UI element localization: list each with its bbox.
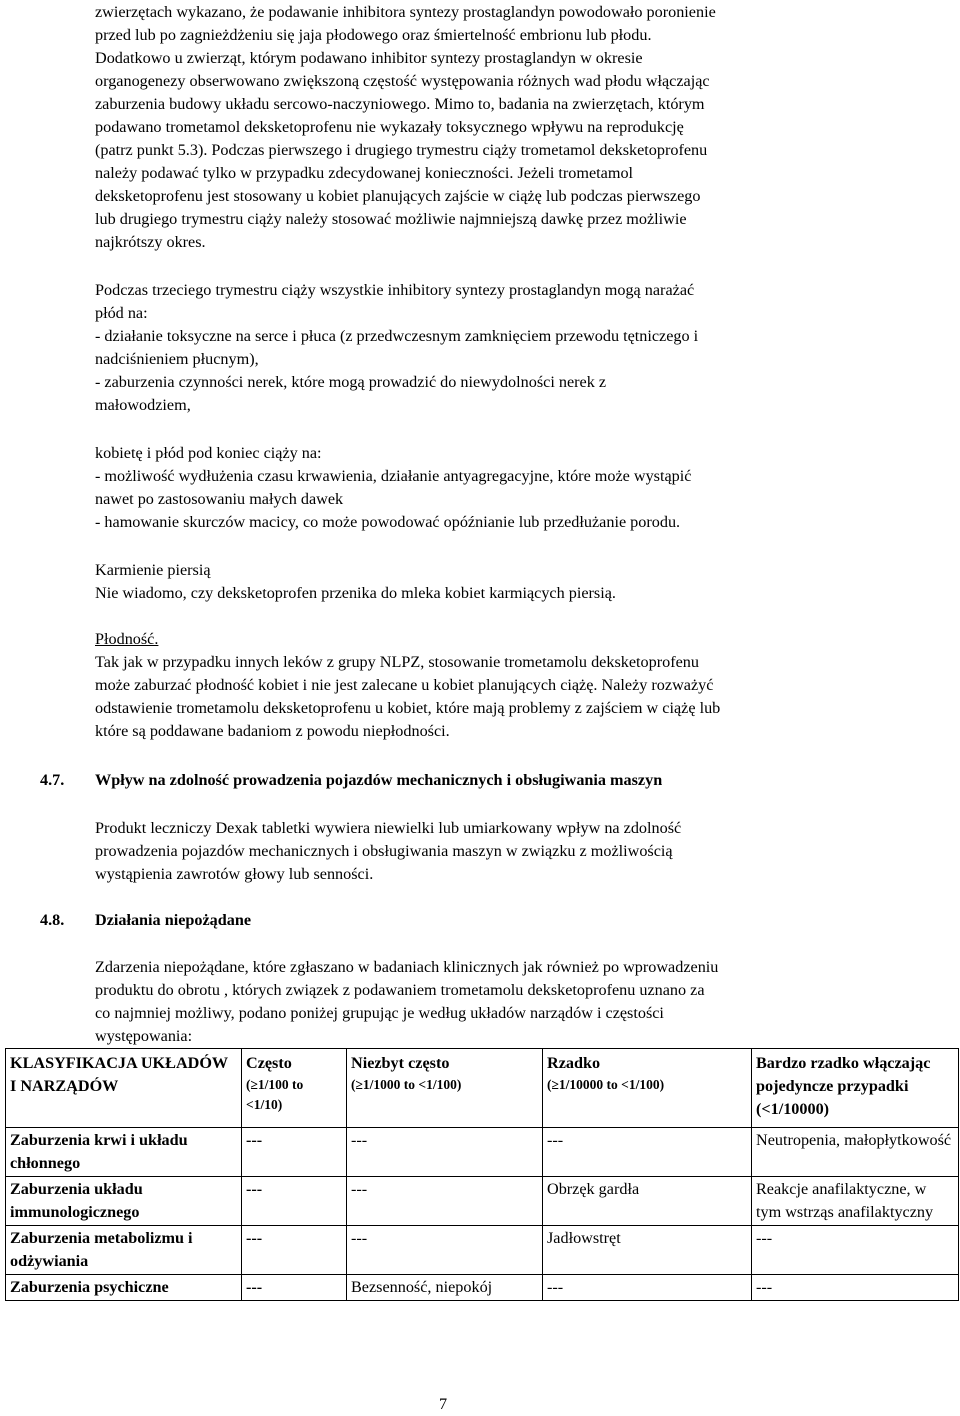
table-cell: --- <box>242 1177 347 1226</box>
header-main: Rzadko <box>547 1054 601 1072</box>
text-line: występowania: <box>95 1027 193 1045</box>
header-cell <box>347 1049 543 1128</box>
intro-paragraph <box>95 1 875 254</box>
header-sub: (≥1/100 to <1/10) <box>246 1077 304 1112</box>
table-row <box>6 1275 959 1301</box>
table-cell: --- <box>242 1128 347 1177</box>
text-line: zwierzętach wykazano, że podawanie inhibitora syntezy prostaglandyn powodowało poronienie <box>95 3 716 21</box>
text-line: odstawienie trometamolu deksketoprofenu u kobiet, które mają problemy z zajściem w ciążę lub <box>95 699 721 717</box>
table-cell: Jadłowstręt <box>543 1226 752 1275</box>
table-cell: Zaburzenia psychiczne <box>6 1275 242 1301</box>
text-line: nawet po zastosowaniu małych dawek <box>95 490 344 508</box>
text-line: Tak jak w przypadku innych leków z grupy NLPZ, stosowanie trometamolu deksketoprofenu <box>95 653 699 671</box>
text-line: najkrótszy okres. <box>95 233 206 251</box>
text-line: Dodatkowo u zwierząt, którym podawano inhibitor syntezy prostaglandyn w okresie <box>95 49 643 67</box>
table-cell: Zaburzenia krwi i układu chłonnego <box>6 1128 242 1177</box>
table-cell: --- <box>242 1275 347 1301</box>
table-row <box>6 1128 959 1177</box>
header-cell <box>752 1049 959 1128</box>
section-48-text <box>95 956 875 1048</box>
table-cell: Neutropenia, małopłytkowość <box>752 1128 959 1177</box>
text-line: - zaburzenia czynności nerek, które mogą prowadzić do niewydolności nerek z <box>95 373 607 391</box>
header-main: KLASYFIKACJA UKŁADÓW I NARZĄDÓW <box>10 1054 228 1095</box>
table-cell: --- <box>543 1275 752 1301</box>
table-row <box>6 1226 959 1275</box>
header-cell <box>242 1049 347 1128</box>
text-line: prowadzenia pojazdów mechanicznych i obsługiwania maszyn w związku z możliwością <box>95 842 673 860</box>
table-cell: --- <box>347 1226 543 1275</box>
text-line: Podczas trzeciego trymestru ciąży wszystkie inhibitory syntezy prostaglandyn mogą narażać <box>95 281 695 299</box>
table-cell: --- <box>242 1226 347 1275</box>
text-line: - możliwość wydłużenia czasu krwawienia, działanie antyagregacyjne, które może wystąpić <box>95 467 692 485</box>
text-line: Produkt leczniczy Dexak tabletki wywiera niewielki lub umiarkowany wpływ na zdolność <box>95 819 682 837</box>
table-cell: Zaburzenia metabolizmu i odżywiania <box>6 1226 242 1275</box>
header-main: Niezbyt często <box>351 1054 450 1072</box>
third-trimester-paragraph <box>95 279 875 417</box>
header-main: Często <box>246 1054 292 1072</box>
section-title: Wpływ na zdolność prowadzenia pojazdów mechanicznych i obsługiwania maszyn <box>95 771 663 789</box>
header-main: Bardzo rzadko włączając pojedyncze przypadki (<1/10000) <box>756 1054 931 1118</box>
text-line: przed lub po zagnieżdżeniu się jaja płodowego oraz śmiertelność embrionu lub płodu. <box>95 26 652 44</box>
table-cell: Zaburzenia układu immunologicznego <box>6 1177 242 1226</box>
header-sub: (≥1/1000 to <1/100) <box>351 1077 462 1092</box>
table-cell: --- <box>347 1128 543 1177</box>
table-row <box>6 1177 959 1226</box>
section-47-text <box>95 817 875 886</box>
text-line: lub drugiego trymestru ciąży należy stosować możliwie najmniejszą dawkę przez możliwie <box>95 210 687 228</box>
text-line: kobietę i płód pod koniec ciąży na: <box>95 444 322 462</box>
text-line: (patrz punkt 5.3). Podczas pierwszego i drugiego trymestru ciąży trometamol deksketoprofenu <box>95 141 708 159</box>
text-line: co najmniej możliwy, podano poniżej grupując je według układów narządów i częstości <box>95 1004 664 1022</box>
text-line: deksketoprofenu jest stosowany u kobiet planujących zajście w ciążę lub podczas pierwszego <box>95 187 701 205</box>
table-cell: --- <box>347 1177 543 1226</box>
text-line: nadciśnieniem płucnym), <box>95 350 259 368</box>
text-line: wystąpienia zawrotów głowy lub senności. <box>95 865 374 883</box>
header-cell <box>543 1049 752 1128</box>
header-sub: (≥1/10000 to <1/100) <box>547 1077 665 1092</box>
mother-fetus-paragraph <box>95 442 875 534</box>
text-line: - działanie toksyczne na serce i płuca (z przedwczesnym zamknięciem przewodu tętniczego i <box>95 327 699 345</box>
text-line: zaburzenia budowy układu sercowo-naczyniowego. Mimo to, badania na zwierzętach, którym <box>95 95 705 113</box>
table-cell: --- <box>752 1226 959 1275</box>
section-title: Działania niepożądane <box>95 911 252 929</box>
fertility-section <box>95 628 875 743</box>
section-number: 4.7. <box>40 771 65 789</box>
breastfeeding-heading: Karmienie piersią <box>95 561 211 579</box>
table-cell: --- <box>543 1128 752 1177</box>
table-header-row <box>6 1049 959 1128</box>
table-cell: --- <box>752 1275 959 1301</box>
table-cell: Obrzęk gardła <box>543 1177 752 1226</box>
section-number: 4.8. <box>40 911 65 929</box>
table-cell: Bezsenność, niepokój <box>347 1275 543 1301</box>
text-line: płód na: <box>95 304 148 322</box>
breastfeeding-text: Nie wiadomo, czy deksketoprofen przenika do mleka kobiet karmiących piersią. <box>95 584 616 602</box>
page-number: 7 <box>438 1395 448 1413</box>
text-line: może zaburzać płodność kobiet i nie jest zalecane u kobiet planujących ciążę. Należy rozważyć <box>95 676 714 694</box>
text-line: - hamowanie skurczów macicy, co może powodować opóźnianie lub przedłużanie porodu. <box>95 513 681 531</box>
text-line: podawano trometamol deksketoprofenu nie wykazały toksycznego wpływu na reprodukcję <box>95 118 684 136</box>
text-line: które są poddawane badaniom z powodu niepłodności. <box>95 722 450 740</box>
text-line: organogenezy obserwowano zwiększoną częstość występowania różnych wad płodu włączając <box>95 72 710 90</box>
table-cell: Reakcje anafilaktyczne, w tym wstrząs anafilaktyczny <box>752 1177 959 1226</box>
header-cell <box>6 1049 242 1128</box>
text-line: Zdarzenia niepożądane, które zgłaszano w badaniach klinicznych jak również po wprowadzeniu <box>95 958 719 976</box>
fertility-heading: Płodność. <box>95 630 159 648</box>
text-line: małowodziem, <box>95 396 191 414</box>
text-line: produktu do obrotu , których związek z podawaniem trometamolu deksketoprofenu uznano za <box>95 981 705 999</box>
text-line: należy podawać tylko w przypadku zdecydowanej konieczności. Jeżeli trometamol <box>95 164 634 182</box>
adverse-reactions-table <box>5 1048 959 1301</box>
breastfeeding-section <box>95 559 875 605</box>
